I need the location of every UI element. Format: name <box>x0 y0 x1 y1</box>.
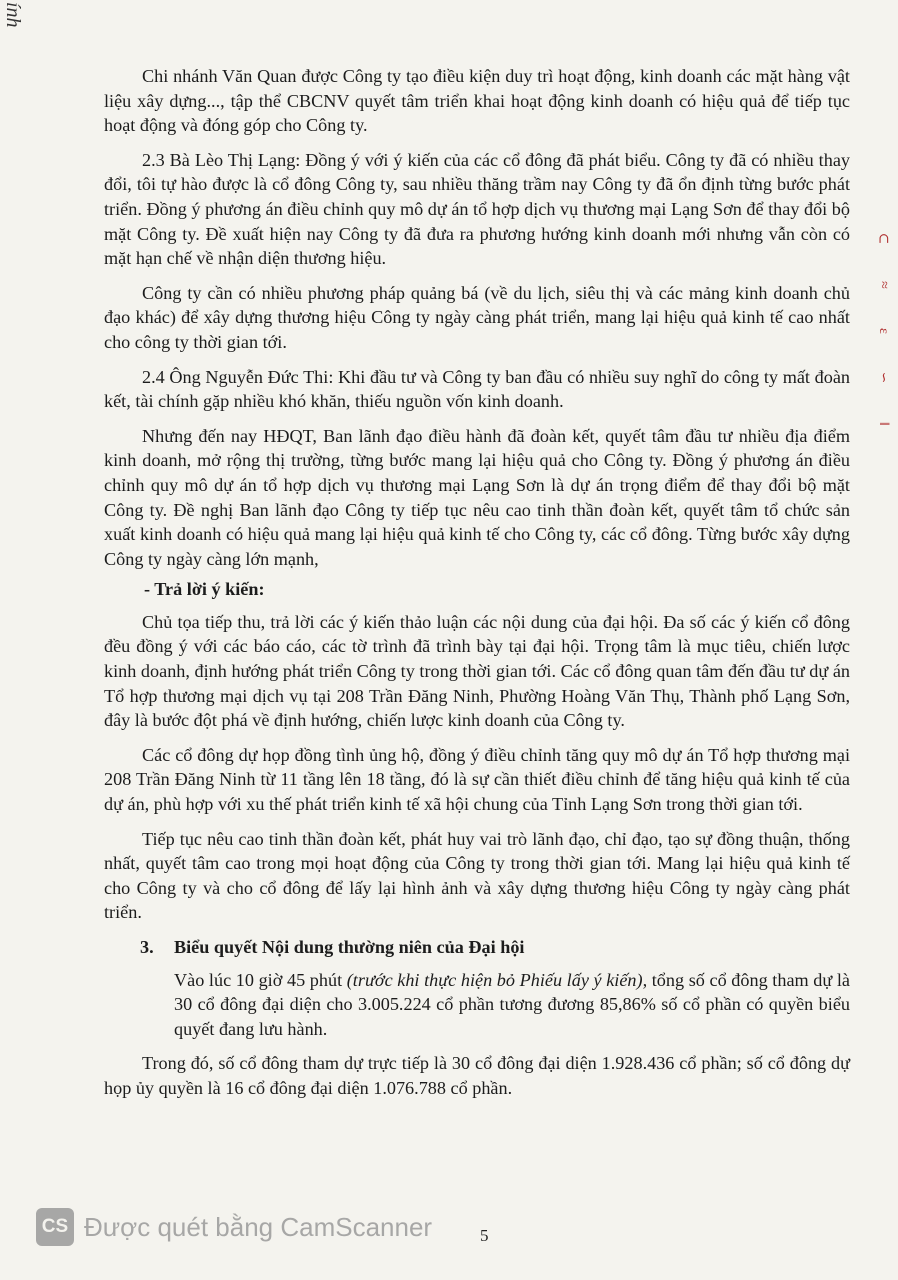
stamp-mark: ⊂ <box>875 232 891 245</box>
corner-handwriting: ính <box>2 2 24 28</box>
reply-heading: - Trả lời ý kiến: <box>144 579 265 600</box>
watermark-text: Được quét bằng CamScanner <box>84 1211 433 1242</box>
section-number: 3. <box>140 937 154 957</box>
italic-note: (trước khi thực hiện bỏ Phiếu lấy ý kiến), <box>346 969 648 990</box>
paragraph: Công ty cần có nhiều phương pháp quảng bá (về du lịch, siêu thị và các mảng kinh doanh chủ đạo khác) để xây dựng thương hiệu Công ty ngày càng phát triển, mang lại hiệu quả kinh tế cao nhất cho công ty thời gian tới. <box>104 282 850 352</box>
paragraph-attendance-detail: Trong đó, số cổ đông tham dự trực tiếp là 30 cổ đông đại diện 1.928.436 cổ phần; số cổ đông dự họp ủy quyền là 16 cổ đông đại diện 1.076.788 cổ phần. <box>104 1053 850 1098</box>
document-body <box>104 64 850 1111</box>
stamp-mark: ‖ <box>876 422 891 426</box>
paragraph-opinion-2-4: 2.4 Ông Nguyễn Đức Thi: Khi đầu tư và Công ty ban đầu có nhiều suy nghĩ do công ty mất đoàn kết, tài chính gặp nhiều khó khăn, thiếu nguồn vốn kinh doanh. <box>104 366 850 412</box>
stamp-mark: ≈ <box>876 281 891 289</box>
text-run: tổng số cổ đông tham dự là 30 cổ đông đại diện cho 3.005.224 cổ phần tương đương 85,86% số cổ phần có quyền biểu quyết đang lưu hành. <box>174 969 850 1039</box>
paragraph-opinion-2-3: 2.3 Bà Lèo Thị Lạng: Đồng ý với ý kiến của các cổ đông đã phát biểu. Công ty đã có nhiều thay đổi, tôi tự hào được là cổ đông Công ty, sau nhiều thăng trầm nay Công ty đã ổn định từng bước phát triển. Đồng ý phương án điều chỉnh quy mô dự án tổ hợp dịch vụ thương mại Lạng Sơn để thay đổi bộ mặt Công ty. Đề xuất hiện nay Công ty đã đưa ra phương hướng kinh doanh mới nhưng vẫn còn có mặt hạn chế về nhận diện thương hiệu. <box>104 149 850 269</box>
paragraph: Nhưng đến nay HĐQT, Ban lãnh đạo điều hành đã đoàn kết, quyết tâm đầu tư nhiều địa điểm kinh doanh, mở rộng thị trường, từng bước mang lại hiệu quả cho Công ty. Đồng ý phương án điều chỉnh quy mô dự án tổ hợp dịch vụ thương mại Lạng Sơn là dự án trọng điểm để thay đổi bộ mặt Công ty. Đề nghị Ban lãnh đạo Công ty tiếp tục nêu cao tinh thần đoàn kết, quyết tâm tổ chức sản xuất kinh doanh có hiệu quả mang lại hiệu quả kinh tế cho Công ty, các cổ đông. Từng bước xây dựng Công ty ngày càng lớn mạnh, <box>104 425 850 569</box>
section-3-heading <box>140 935 850 960</box>
paragraph: Tiếp tục nêu cao tinh thần đoàn kết, phát huy vai trò lãnh đạo, chỉ đạo, tạo sự đồng thuận, thống nhất, quyết tâm cao trong mọi hoạt động của Công ty trong thời gian tới. Mang lại hiệu quả kinh tế cho Công ty và cho cổ đông để lấy lại hình ảnh và xây dựng thương hiệu Công ty ngày càng phát triển. <box>104 828 850 923</box>
text-run: Vào lúc 10 giờ 45 phút <box>174 969 347 990</box>
camscanner-logo-icon: CS <box>36 1208 74 1246</box>
paragraph: Các cổ đông dự họp đồng tình ủng hộ, đồng ý điều chỉnh tăng quy mô dự án Tổ hợp thương mại 208 Trần Đăng Ninh từ 11 tầng lên 18 tầng, đó là sự cần thiết điều chỉnh để tăng hiệu quả kinh tế của dự án, phù hợp với xu thế phát triển kinh tế xã hội chung của Tỉnh Lạng Sơn trong thời gian tới. <box>104 744 850 815</box>
section-title: Biểu quyết Nội dung thường niên của Đại hội <box>174 937 525 957</box>
margin-stamp-marks <box>874 230 892 432</box>
paragraph: Chủ tọa tiếp thu, trả lời các ý kiến thảo luận các nội dung của đại hội. Đa số các ý kiến cổ đông đều đồng ý với các báo cáo, các tờ trình đã trình bày tại đại hội. Trọng tâm là mục tiêu, chiến lược kinh doanh, định hướng phát triển Công ty trong thời gian tới. Các cổ đông quan tâm đến đầu tư dự án Tổ hợp thương mại dịch vụ tại 208 Trần Đăng Ninh, Phường Hoàng Văn Thụ, Thành phố Lạng Sơn, đây là bước đột phá về định hướng, chiến lược kinh doanh của Công ty. <box>104 611 850 731</box>
stamp-mark: ∽ <box>875 371 891 384</box>
paragraph: Chi nhánh Văn Quan được Công ty tạo điều kiện duy trì hoạt động, kinh doanh các mặt hàng vật liệu xây dựng..., tập thể CBCNV quyết tâm triển khai hoạt động kinh doanh có hiệu quả để tiếp tục hoạt động và đóng góp cho Công ty. <box>104 66 850 136</box>
camscanner-watermark <box>36 1208 432 1246</box>
page-number: 5 <box>480 1226 489 1245</box>
stamp-mark: ε <box>875 328 891 334</box>
paragraph-attendance <box>174 968 850 1042</box>
